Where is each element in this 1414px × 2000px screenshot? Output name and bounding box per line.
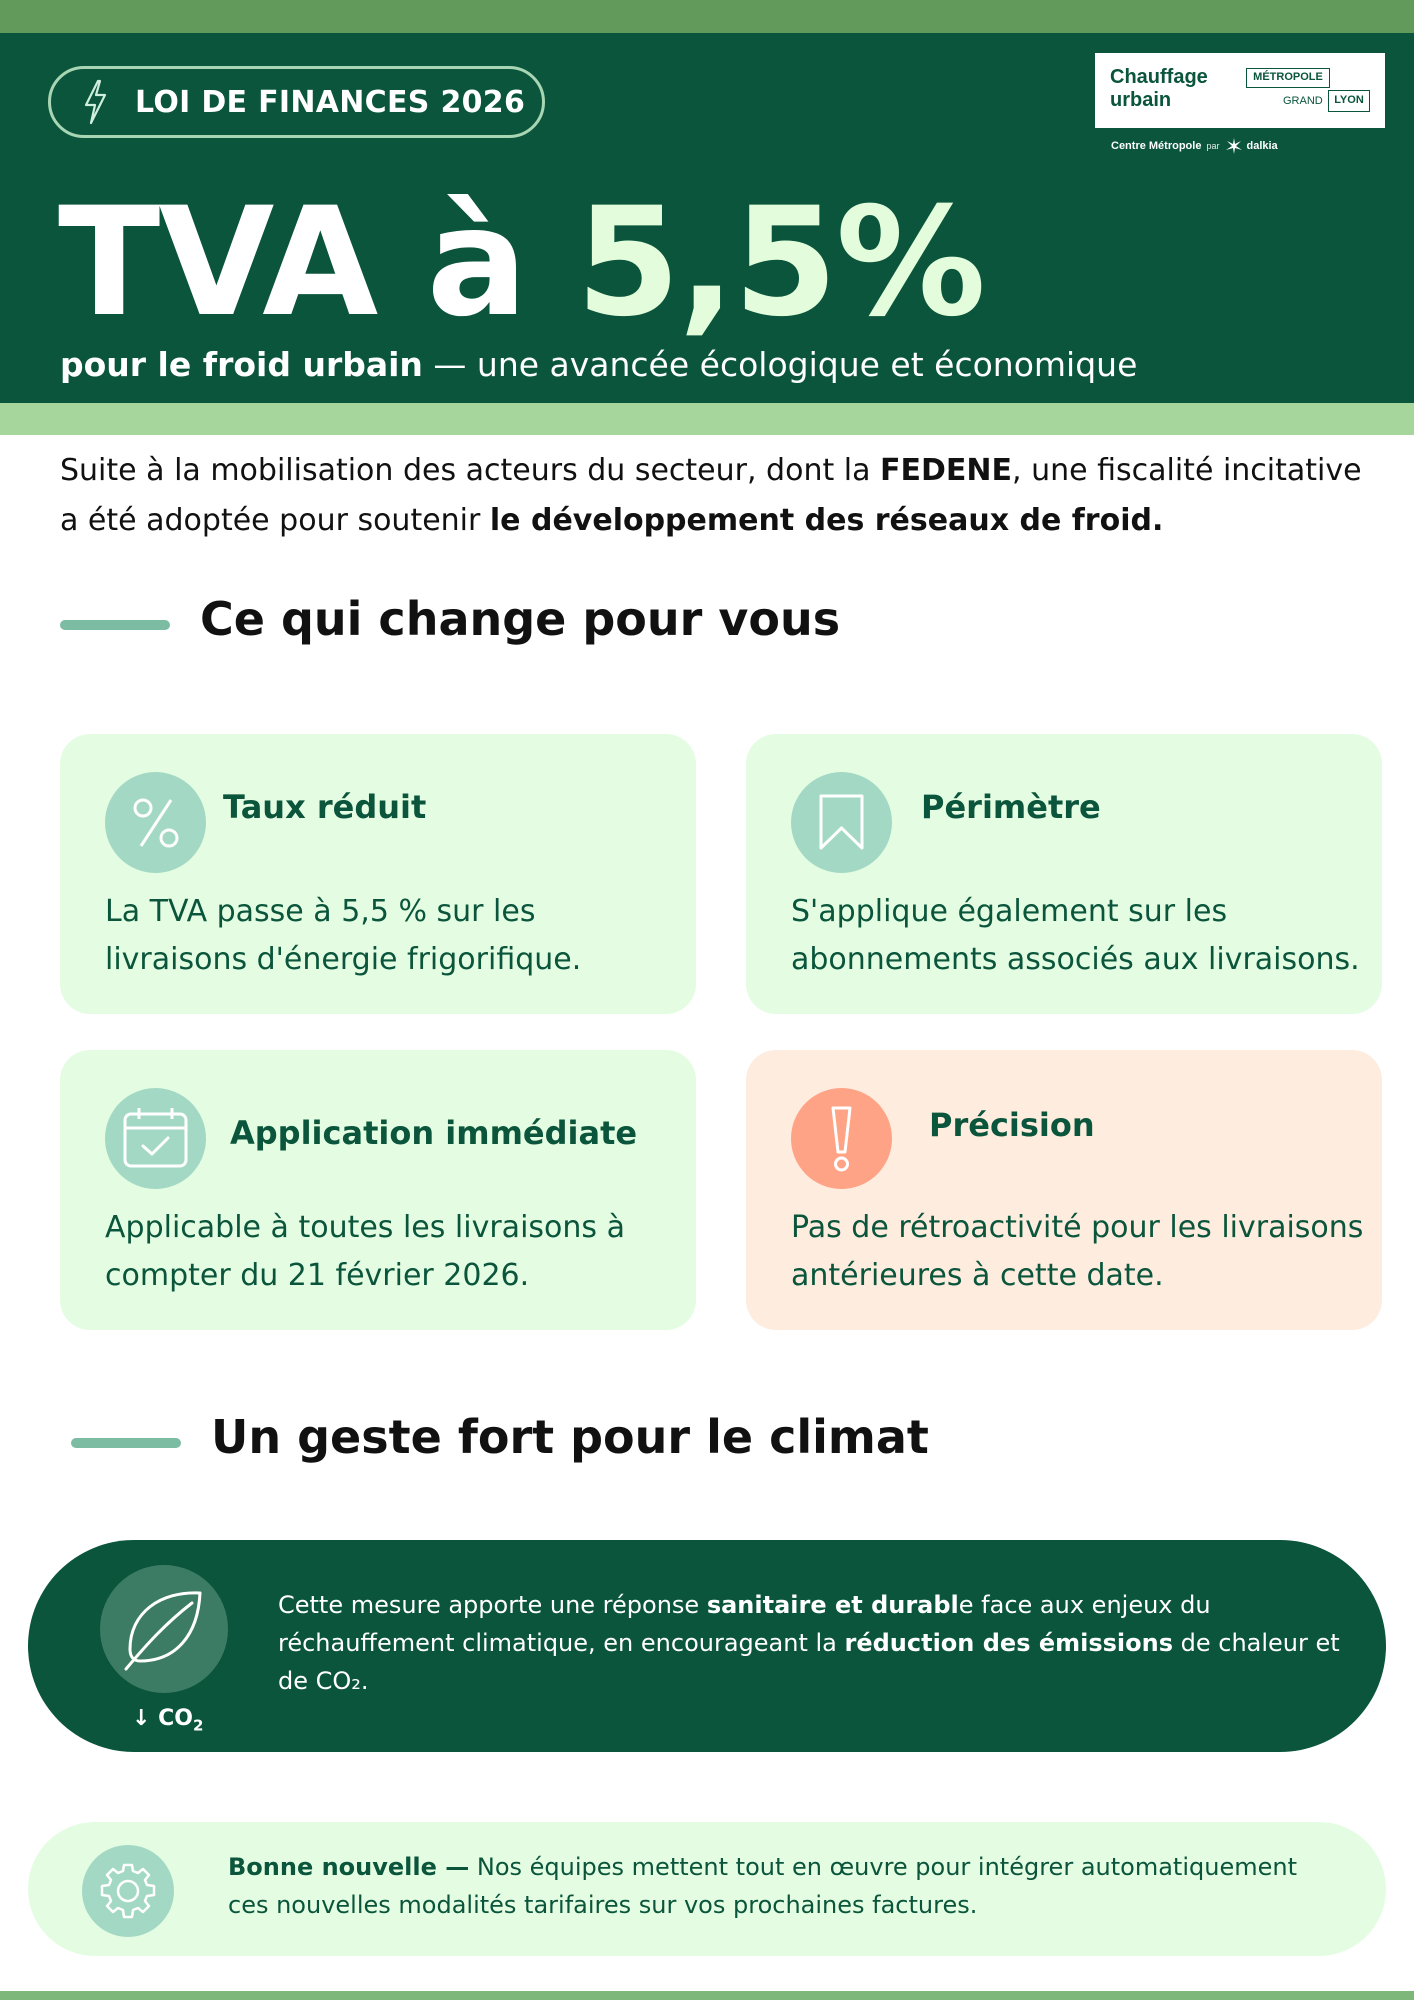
hero-bottom-band <box>0 403 1414 435</box>
logo-lyon: LYON <box>1328 90 1370 112</box>
card-icon-circle <box>791 772 892 873</box>
climate-text: Cette mesure apporte une réponse sanitaire et durable face aux enjeux du réchauffement climatique, en encourageant la réduction des émissions de chaleur et de CO₂. <box>278 1591 1340 1695</box>
section-title-changes: Ce qui change pour vous <box>200 592 841 646</box>
card-taux-reduit <box>60 734 696 1014</box>
rate-highlight: 5,5% <box>575 176 984 350</box>
card-title: Périmètre <box>921 788 1101 826</box>
card-text: S'applique également sur les abonnements associés aux livraisons. <box>791 894 1360 977</box>
section-divider <box>60 620 170 630</box>
good-news-text: Bonne nouvelle — Nos équipes mettent tout en œuvre pour intégrer automatiquement ces nouvelles modalités tarifaires sur vos prochaines factures. <box>228 1853 1297 1919</box>
logo-grand: GRAND <box>1283 95 1323 107</box>
bottom-accent-strip <box>0 1991 1414 2000</box>
exclamation-icon <box>791 1088 892 1189</box>
climate-banner <box>28 1540 1386 1752</box>
card-application-immediate <box>60 1050 696 1330</box>
bookmark-icon <box>791 772 892 873</box>
card-precision <box>746 1050 1382 1330</box>
card-icon-circle <box>791 1088 892 1189</box>
card-title: Application immédiate <box>230 1114 638 1152</box>
gear-icon-circle <box>82 1845 174 1937</box>
intro-paragraph: Suite à la mobilisation des acteurs du secteur, dont la FEDENE, une fiscalité incitative a été adoptée pour soutenir le développement des réseaux de froid. <box>60 453 1362 538</box>
lightning-icon <box>81 79 109 125</box>
card-text: Pas de rétroactivité pour les livraisons antérieures à cette date. <box>791 1210 1364 1293</box>
card-title: Taux réduit <box>223 788 427 826</box>
card-text: La TVA passe à 5,5 % sur les livraisons d'énergie frigorifique. <box>105 894 582 977</box>
dalkia-star-icon <box>1224 137 1244 155</box>
percent-icon <box>105 772 206 873</box>
leaf-icon-circle <box>100 1565 228 1693</box>
co2-reduction-label: ↓ $CO_2$ <box>132 1706 204 1735</box>
law-badge <box>48 66 545 138</box>
top-accent-strip <box>0 0 1414 33</box>
section-title-climate: Un geste fort pour le climat <box>211 1410 929 1464</box>
leaf-icon <box>100 1565 228 1693</box>
card-title: Précision <box>929 1106 1095 1144</box>
gear-icon <box>82 1845 174 1937</box>
dalkia-logo: dalkia <box>1224 137 1277 155</box>
chauffage-urbain-logo <box>1095 53 1385 128</box>
section-divider <box>71 1438 181 1448</box>
good-news-banner <box>28 1822 1386 1956</box>
page-title: TVA à 5,5% <box>58 176 984 350</box>
logo-wordmark: Chauffage urbain <box>1110 66 1208 111</box>
card-perimetre <box>746 734 1382 1014</box>
card-text: Applicable à toutes les livraisons à compter du 21 février 2026. <box>105 1210 625 1293</box>
law-badge-label: LOI DE FINANCES 2026 <box>135 84 526 120</box>
calendar-check-icon <box>105 1088 206 1189</box>
logo-subline: Centre Métropole par dalkia <box>1111 137 1278 155</box>
card-icon-circle <box>105 772 206 873</box>
card-icon-circle <box>105 1088 206 1189</box>
page-subtitle: pour le froid urbain — une avancée écologique et économique <box>60 345 1138 384</box>
logo-metropole: MÉTROPOLE <box>1246 68 1330 88</box>
